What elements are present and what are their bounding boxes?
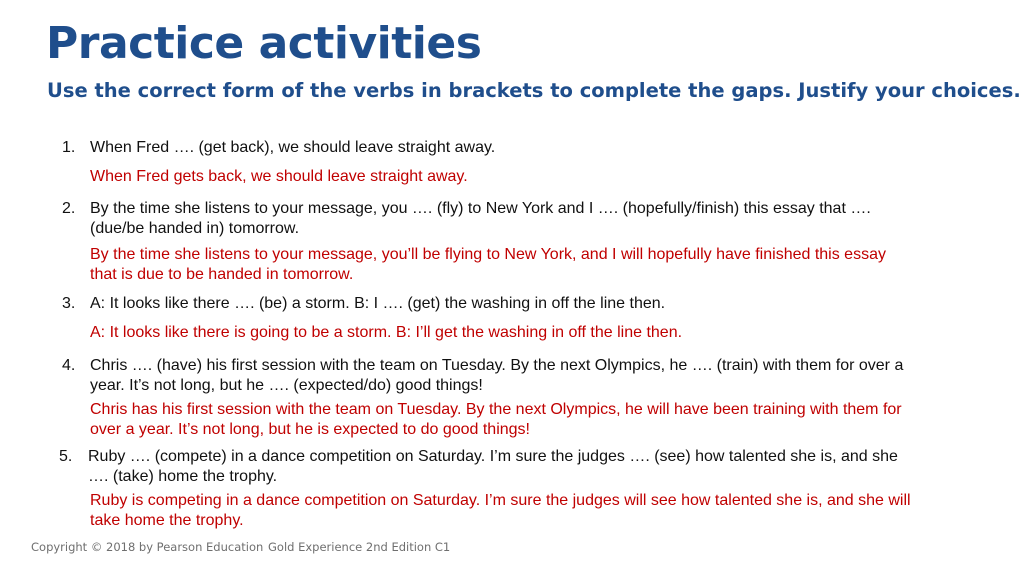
item-number: 5. xyxy=(59,448,73,465)
copyright-notice: Copyright © 2018 by Pearson Education xyxy=(31,540,264,554)
answer-line: A: It looks like there is going to be a storm. B: I’ll get the washing in off the line then. xyxy=(90,324,683,341)
question-line: Ruby …. (compete) in a dance competition on Saturday. I’m sure the judges …. (see) how talented she is, and she xyxy=(88,448,898,465)
question-line: year. It’s not long, but he …. (expected/do) good things! xyxy=(90,377,483,394)
question-line: A: It looks like there …. (be) a storm. B: I …. (get) the washing in off the line then. xyxy=(90,295,666,312)
answer-line: By the time she listens to your message, you’ll be flying to New York, and I will hopefully have finished this essay xyxy=(90,246,886,263)
instructions: Use the correct form of the verbs in brackets to complete the gaps. Justify your choices. xyxy=(47,79,1021,102)
answer-line: When Fred gets back, we should leave straight away. xyxy=(90,168,468,185)
question-line: When Fred …. (get back), we should leave straight away. xyxy=(90,139,496,156)
answer-line: Ruby is competing in a dance competition on Saturday. I’m sure the judges will see how talented she is, and she will xyxy=(90,492,911,509)
question-line: Chris …. (have) his first session with the team on Tuesday. By the next Olympics, he …. (train) with them for over a xyxy=(90,357,904,374)
question-line: …. (take) home the trophy. xyxy=(88,468,278,485)
answer-line: that is due to be handed in tomorrow. xyxy=(90,266,354,283)
answer-line: Chris has his first session with the team on Tuesday. By the next Olympics, he will have been training with them for xyxy=(90,401,902,418)
question-line: By the time she listens to your message, you …. (fly) to New York and I …. (hopefully/finish) this essay that …. xyxy=(90,200,871,217)
page-title: Practice activities xyxy=(46,18,482,69)
item-number: 4. xyxy=(62,357,76,374)
item-number: 3. xyxy=(62,295,76,312)
answer-line: take home the trophy. xyxy=(90,512,244,529)
item-number: 1. xyxy=(62,139,76,156)
course-name: Gold Experience 2nd Edition C1 xyxy=(268,540,451,554)
item-number: 2. xyxy=(62,200,76,217)
question-line: (due/be handed in) tomorrow. xyxy=(90,220,300,237)
answer-line: over a year. It’s not long, but he is expected to do good things! xyxy=(90,421,530,438)
